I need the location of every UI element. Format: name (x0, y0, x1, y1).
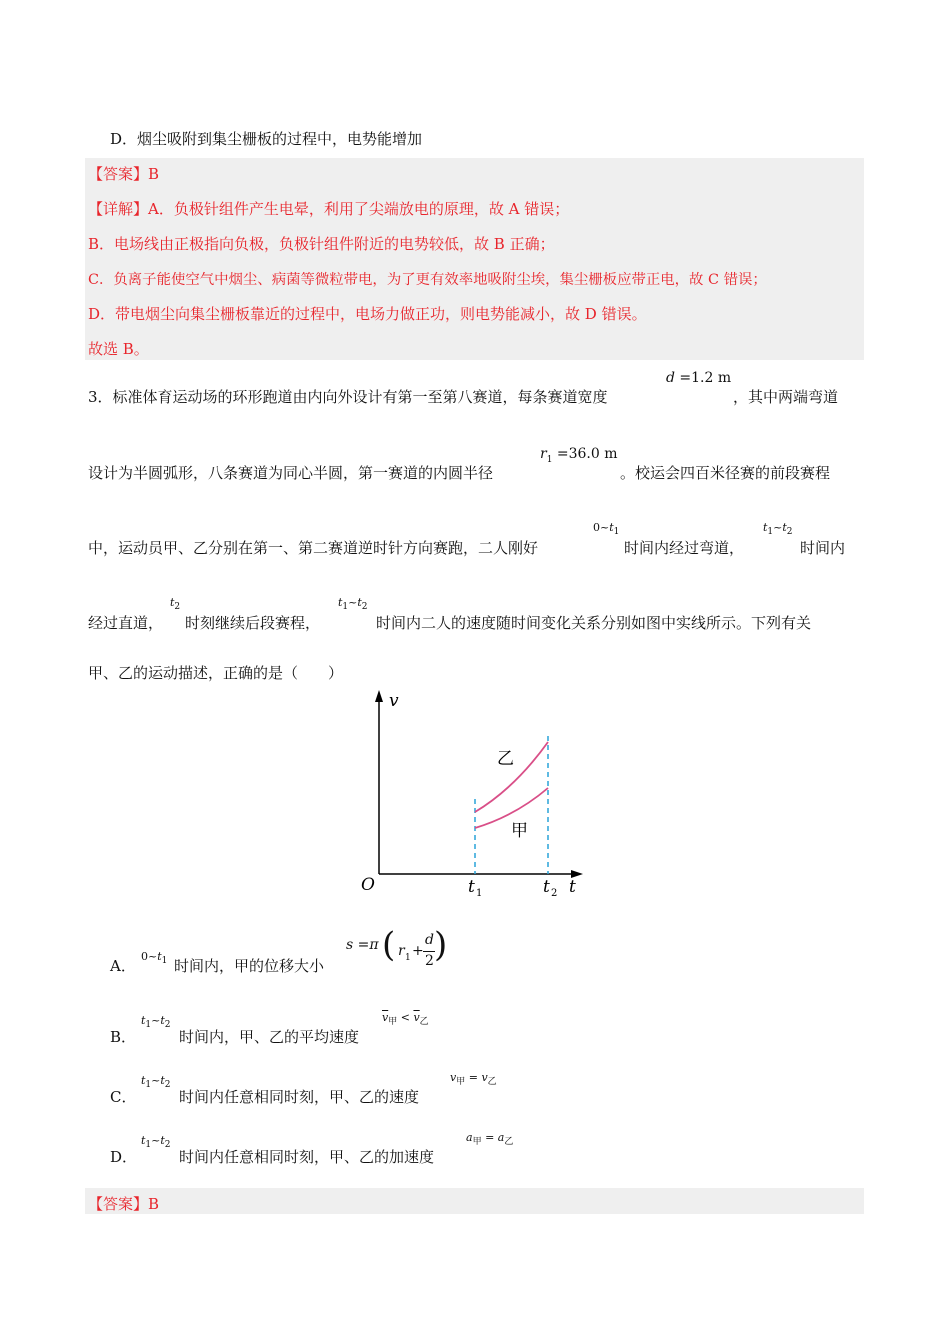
q3-line-4b: 时刻继续后段赛程， (185, 614, 321, 632)
option-a-formula-0-t1 (141, 950, 167, 966)
m-eq: = (468, 1071, 478, 1084)
answer-line-2 (88, 1193, 159, 1214)
m-paren-left: ( (382, 925, 396, 965)
m-eq: = (485, 1131, 495, 1144)
option-c-formula-v (450, 1071, 497, 1087)
m-sub2: 2 (361, 602, 368, 613)
t2-label: t (543, 877, 550, 897)
v-axis-arrow (375, 690, 383, 702)
t1-sub-label: 1 (476, 888, 483, 899)
formula-0-t1 (593, 521, 619, 537)
m-t: t (160, 1014, 165, 1027)
v-axis-label: v (389, 691, 399, 711)
formula-t2 (170, 596, 180, 612)
m-plus: + (412, 943, 424, 959)
explain-label: 【详解】 (88, 200, 149, 218)
m-sub2: 2 (164, 1140, 171, 1151)
formula-d-var: d (666, 370, 675, 386)
m-sub-jia: 甲 (388, 1017, 398, 1028)
m-sub1: 1 (145, 1140, 152, 1151)
q3-line-3c: 时间内 (800, 539, 846, 557)
m-t: t (170, 596, 175, 609)
m-tilde: ~ (148, 950, 158, 963)
option-a-text: 时间内，甲的位移大小 (174, 957, 325, 975)
formula-r-val: =36.0 m (556, 446, 618, 462)
jia-label: 甲 (511, 821, 528, 841)
option-a[interactable] (110, 955, 136, 976)
explanation-block (85, 158, 864, 360)
m-paren-right: ) (434, 925, 448, 965)
m-sub1: 1 (161, 956, 168, 967)
option-b[interactable] (110, 1026, 136, 1047)
option-d-formula-t1-t2 (141, 1134, 171, 1150)
m-sub1: 1 (145, 1080, 152, 1091)
m-sub-yi: 乙 (504, 1137, 514, 1148)
q3-line-2a: 设计为半圆弧形，八条赛道为同心半圆，第一赛道的内圆半径 (88, 464, 494, 482)
velocity-time-graph (355, 688, 595, 903)
q3-line-4c: 时间内二人的速度随时间变化关系分别如图中实线所示。下列有关 (376, 614, 812, 632)
m-tilde: ~ (600, 521, 610, 534)
m-r: r (398, 943, 405, 959)
m-sub-jia: 甲 (456, 1077, 466, 1088)
m-v: v (450, 1071, 457, 1084)
m-sub1: 1 (613, 527, 620, 538)
option-c-text: 时间内任意相同时刻，甲、乙的速度 (179, 1088, 420, 1106)
q3-line-3b: 时间内经过弯道， (624, 539, 745, 557)
q3-line-5: 甲、乙的运动描述，正确的是（ ） (88, 664, 344, 682)
answer-label: 【答案】 (88, 1195, 149, 1213)
formula-t1-t2-a (763, 521, 793, 537)
t2-sub-label: 2 (551, 888, 558, 899)
option-b-label: B． (110, 1028, 137, 1046)
m-sub1: 1 (405, 953, 411, 963)
m-tilde: ~ (773, 521, 783, 534)
explain-line-3: C．负离子能使空气中烟尘、病菌等微粒带电，为了更有效率地吸附尘埃，集尘栅板应带正电，故 C 错误； (88, 272, 767, 288)
answer-block-2 (85, 1188, 864, 1214)
m-zero: 0 (141, 950, 148, 963)
m-t: t (157, 950, 162, 963)
formula-r-var: r (540, 446, 547, 462)
m-sub1: 1 (342, 602, 349, 613)
option-b-formula-t1-t2 (141, 1014, 171, 1030)
m-t: t (338, 596, 343, 609)
option-a-label: A． (110, 957, 136, 975)
prev-option-d: D．烟尘吸附到集尘栅板的过程中，电势能增加 (110, 130, 423, 148)
m-v-bar: $\overline{v}$ (413, 1011, 420, 1024)
option-b-text: 时间内，甲、乙的平均速度 (179, 1028, 360, 1046)
m-s-eq-pi: s =π (346, 937, 379, 953)
formula-r1 (540, 446, 618, 465)
formula-r-sub: 1 (546, 454, 553, 465)
q3-line-1a: 3．标准体育运动场的环形跑道由内向外设计有第一至第八赛道，每条赛道宽度 (88, 388, 608, 406)
origin-label: O (361, 875, 375, 895)
option-d-label: D． (110, 1148, 138, 1166)
t1-label: t (468, 877, 475, 897)
m-v-bar: $\overline{v}$ (382, 1011, 389, 1024)
m-sub2: 2 (164, 1020, 171, 1031)
m-frac-num: d (425, 932, 434, 948)
formula-t1-t2-b (338, 596, 368, 612)
explain-line-2: B．电场线由正极指向负极，负极针组件附近的电势较低，故 B 正确； (88, 235, 555, 253)
m-lt: < (400, 1011, 410, 1024)
m-frac-den: 2 (425, 953, 434, 969)
m-t: t (782, 521, 787, 534)
t-axis-label: t (569, 877, 576, 897)
m-tilde: ~ (151, 1134, 161, 1147)
m-tilde: ~ (151, 1014, 161, 1027)
option-d-formula-a (466, 1131, 513, 1147)
m-t: t (763, 521, 768, 534)
explain-line-1 (88, 198, 569, 219)
m-a: a (466, 1131, 473, 1144)
option-d[interactable] (110, 1146, 137, 1167)
m-a: a (497, 1131, 505, 1144)
m-sub-yi: 乙 (419, 1017, 429, 1028)
formula-d-val: =1.2 m (679, 370, 732, 386)
option-c-label: C． (110, 1088, 137, 1106)
m-t: t (357, 596, 362, 609)
m-sub1: 1 (767, 527, 774, 538)
m-t: t (141, 1074, 146, 1087)
m-zero: 0 (593, 521, 600, 534)
m-sub1: 1 (145, 1020, 152, 1031)
formula-d (666, 370, 731, 386)
answer-value: B (148, 165, 160, 183)
q3-line-2b: 。校运会四百米径赛的前段赛程 (620, 464, 831, 482)
m-tilde: ~ (348, 596, 358, 609)
explain-line-5: 故选 B。 (88, 340, 149, 358)
m-t: t (160, 1074, 165, 1087)
m-t: t (609, 521, 614, 534)
q3-line-1b: ，其中两端弯道 (733, 388, 839, 406)
m-sub-jia: 甲 (472, 1137, 482, 1148)
option-b-formula-v (382, 1011, 429, 1027)
option-d-text: 时间内任意相同时刻，甲、乙的加速度 (179, 1148, 435, 1166)
option-c[interactable] (110, 1086, 136, 1107)
m-sub2: 2 (786, 527, 793, 538)
explain-text-1: A．负极针组件产生电晕，利用了尖端放电的原理，故 A 错误； (148, 200, 570, 218)
option-c-formula-t1-t2 (141, 1074, 171, 1090)
m-t: t (141, 1134, 146, 1147)
q3-line-4a: 经过直道， (88, 614, 164, 632)
m-t: t (160, 1134, 165, 1147)
m-sub2: 2 (174, 602, 181, 613)
yi-label: 乙 (497, 749, 514, 769)
m-v: v (481, 1071, 488, 1084)
m-sub-yi: 乙 (487, 1077, 497, 1088)
explain-line-4: D．带电烟尘向集尘栅板靠近的过程中，电场力做正功，则电势能减小，故 D 错误。 (88, 305, 647, 323)
answer-line-1 (88, 163, 159, 184)
m-sub2: 2 (164, 1080, 171, 1091)
m-t: t (141, 1014, 146, 1027)
q3-line-3a: 中，运动员甲、乙分别在第一、第二赛道逆时针方向赛跑，二人刚好 (88, 539, 539, 557)
answer-label: 【答案】 (88, 165, 149, 183)
m-tilde: ~ (151, 1074, 161, 1087)
answer-value: B (148, 1195, 160, 1213)
